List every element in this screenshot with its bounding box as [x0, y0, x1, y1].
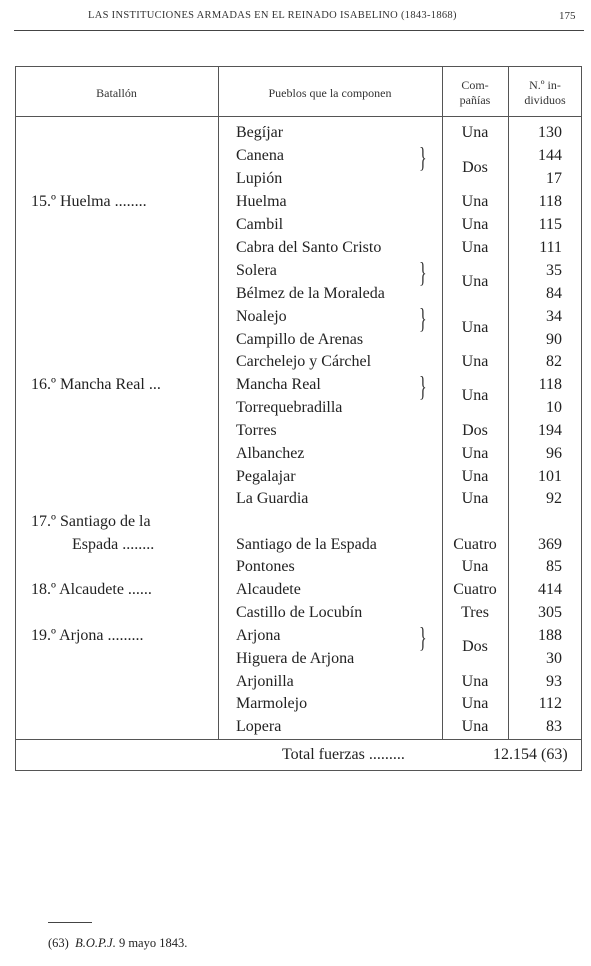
town-name: Begíjar — [236, 124, 284, 141]
header-individuals-line1: N.º in- — [529, 78, 561, 92]
town-name: Canena — [236, 147, 284, 164]
battalion-label: 18.º Alcaudete ...... — [31, 581, 152, 598]
town-name: Albanchez — [236, 445, 305, 462]
companies-value: Una — [461, 387, 489, 404]
individuals-value: 10 — [546, 399, 562, 416]
town-name: Arjonilla — [236, 673, 294, 690]
town-name: Santiago de la Espada — [236, 536, 377, 553]
header-individuals-line2: dividuos — [524, 93, 566, 107]
individuals-value: 188 — [538, 627, 562, 644]
brace: } — [419, 142, 427, 174]
companies-value: Una — [461, 490, 489, 507]
companies-value: Una — [461, 468, 489, 485]
individuals-value: 101 — [538, 468, 562, 485]
battalion-label: Espada ........ — [72, 536, 155, 553]
companies-value: Una — [461, 239, 489, 256]
town-name: Cabra del Santo Cristo — [236, 239, 382, 256]
individuals-value: 144 — [538, 147, 562, 164]
companies-value: Una — [461, 216, 489, 233]
battalion-label: 19.º Arjona ......... — [31, 627, 144, 644]
companies-value: Cuatro — [453, 536, 497, 553]
individuals-value: 85 — [546, 558, 562, 575]
battalion-label: 16.º Mancha Real ... — [31, 376, 161, 393]
running-head: LAS INSTITUCIONES ARMADAS EN EL REINADO ISABELINO (1843-1868) — [88, 10, 457, 21]
companies-value: Cuatro — [453, 581, 497, 598]
town-name: Alcaudete — [236, 581, 301, 598]
footnote-source: B.O.P.J. — [75, 936, 116, 950]
town-name: La Guardia — [236, 490, 309, 507]
brace: } — [419, 371, 427, 403]
total-divider — [15, 739, 582, 740]
town-name: Campillo de Arenas — [236, 331, 364, 348]
individuals-value: 83 — [546, 718, 562, 735]
town-name: Carchelejo y Cárchel — [236, 353, 372, 370]
individuals-value: 30 — [546, 650, 562, 667]
footnote-number: (63) — [48, 936, 69, 950]
individuals-value: 90 — [546, 331, 562, 348]
individuals-value: 369 — [538, 536, 562, 553]
town-name: Solera — [236, 262, 277, 279]
page-number: 175 — [559, 10, 576, 22]
companies-value: Una — [461, 353, 489, 370]
individuals-value: 305 — [538, 604, 562, 621]
town-name: Pontones — [236, 558, 295, 575]
town-name: Marmolejo — [236, 695, 308, 712]
individuals-value: 414 — [538, 581, 562, 598]
individuals-value: 115 — [538, 216, 562, 233]
brace: } — [419, 622, 427, 654]
total-value: 12.154 (63) — [493, 746, 568, 763]
town-name: Huelma — [236, 193, 287, 210]
companies-value: Una — [461, 673, 489, 690]
individuals-value: 35 — [546, 262, 562, 279]
town-name: Cambil — [236, 216, 284, 233]
town-name: Torrequebradilla — [236, 399, 343, 416]
town-name: Lupión — [236, 170, 283, 187]
header-battalion: Batallón — [96, 86, 137, 100]
top-rule — [14, 30, 584, 31]
companies-value: Una — [461, 718, 489, 735]
town-name: Pegalajar — [236, 468, 296, 485]
footnote-rule — [48, 922, 92, 923]
column-divider — [218, 66, 219, 739]
individuals-value: 84 — [546, 285, 562, 302]
individuals-value: 118 — [538, 193, 562, 210]
companies-value: Una — [461, 193, 489, 210]
companies-value: Una — [461, 445, 489, 462]
companies-value: Dos — [462, 159, 488, 176]
individuals-value: 17 — [546, 170, 562, 187]
header-individuals — [510, 78, 580, 108]
town-name: Higuera de Arjona — [236, 650, 355, 667]
column-divider — [442, 66, 443, 739]
companies-value: Una — [461, 273, 489, 290]
town-name: Torres — [236, 422, 277, 439]
individuals-value: 118 — [538, 376, 562, 393]
individuals-value: 111 — [539, 239, 562, 256]
town-name: Mancha Real — [236, 376, 321, 393]
header-companies — [444, 78, 506, 108]
individuals-value: 34 — [546, 308, 562, 325]
companies-value: Dos — [462, 638, 488, 655]
individuals-value: 92 — [546, 490, 562, 507]
header-companies-line1: Com- — [461, 78, 489, 92]
companies-value: Una — [461, 319, 489, 336]
brace: } — [419, 257, 427, 289]
town-name: Castillo de Locubín — [236, 604, 363, 621]
individuals-value: 130 — [538, 124, 562, 141]
header-companies-line2: pañías — [459, 93, 491, 107]
brace: } — [419, 303, 427, 335]
column-divider — [508, 66, 509, 739]
individuals-value: 82 — [546, 353, 562, 370]
town-name: Bélmez de la Moraleda — [236, 285, 385, 302]
town-name: Arjona — [236, 627, 281, 644]
companies-value: Una — [461, 695, 489, 712]
individuals-value: 96 — [546, 445, 562, 462]
individuals-value: 93 — [546, 673, 562, 690]
town-name: Lopera — [236, 718, 282, 735]
individuals-value: 112 — [538, 695, 562, 712]
footnote-date: 9 mayo 1843. — [118, 936, 188, 950]
companies-value: Una — [461, 124, 489, 141]
header-towns: Pueblos que la componen — [268, 86, 392, 100]
companies-value: Una — [461, 558, 489, 575]
battalion-label: 17.º Santiago de la — [31, 513, 151, 530]
companies-value: Dos — [462, 422, 488, 439]
town-name: Noalejo — [236, 308, 287, 325]
individuals-value: 194 — [538, 422, 562, 439]
battalion-label: 15.º Huelma ........ — [31, 193, 147, 210]
companies-value: Tres — [461, 604, 489, 621]
footnote — [48, 936, 187, 951]
header-divider — [15, 116, 582, 117]
total-label: Total fuerzas ......... — [282, 746, 405, 763]
